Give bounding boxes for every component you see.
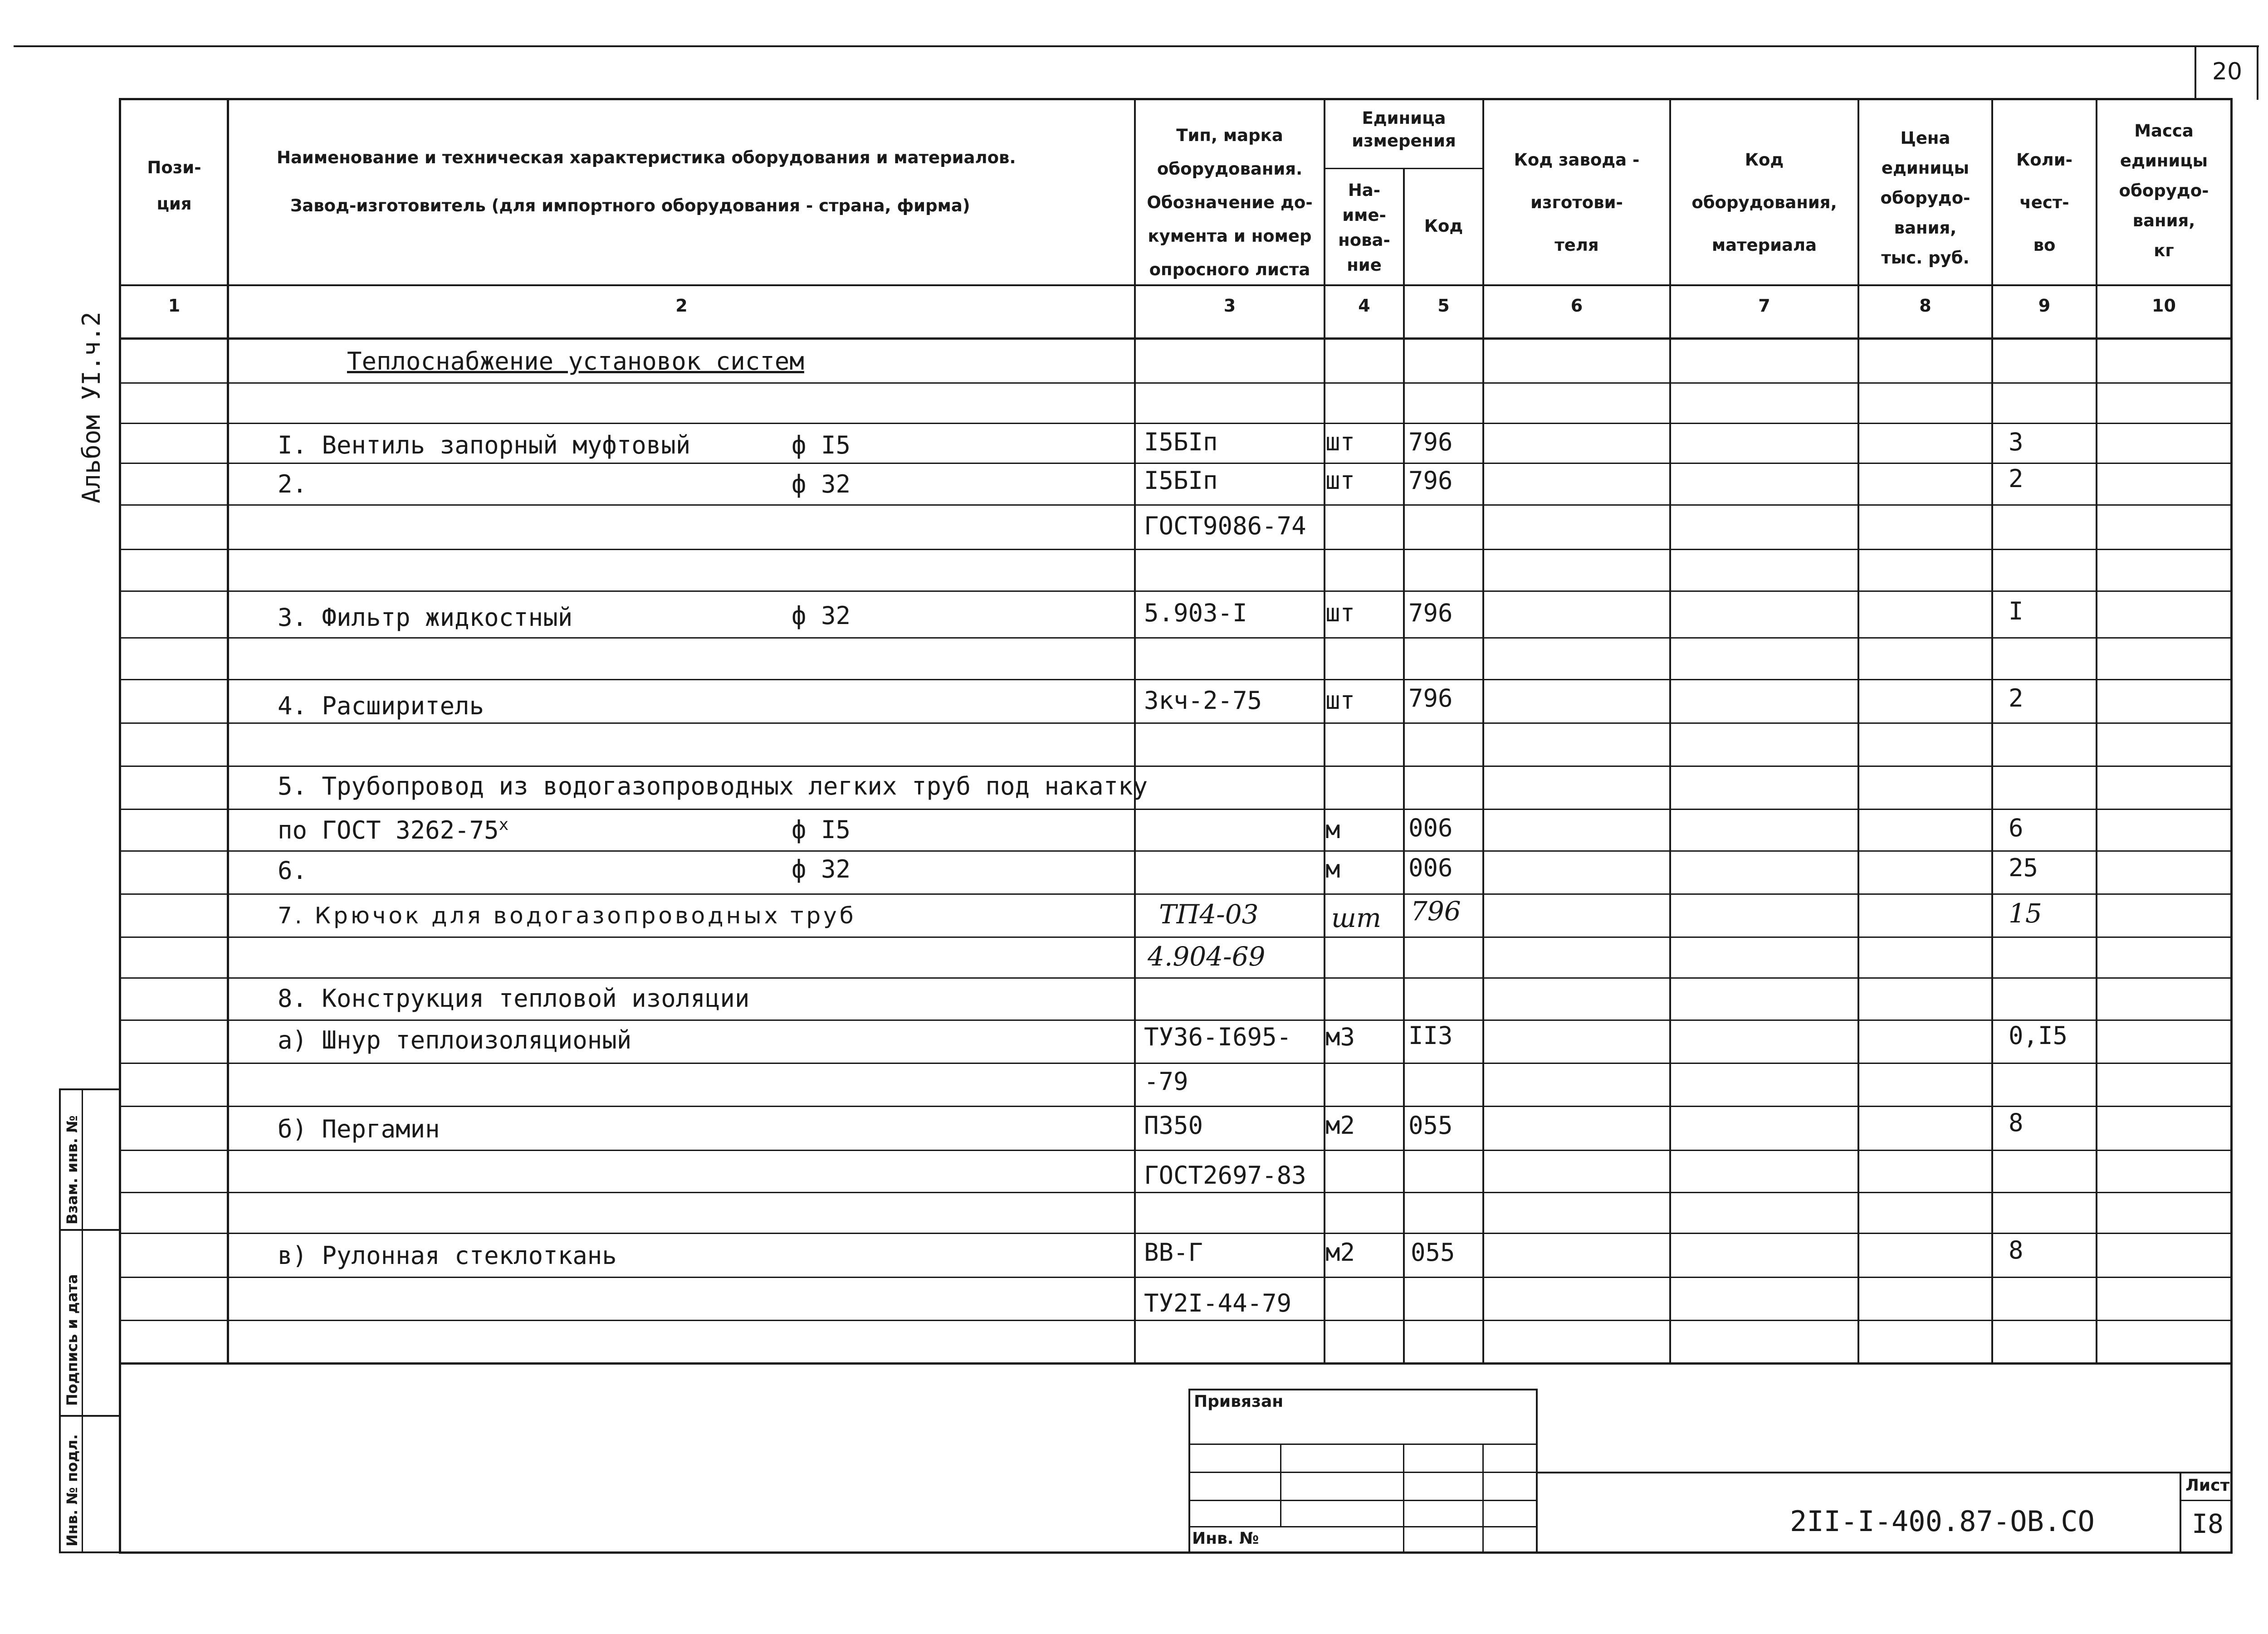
row-divider — [119, 463, 2233, 464]
item-qty: 8 — [2009, 1108, 2024, 1137]
col-line-3 — [1324, 98, 1325, 1363]
item-code: II3 — [1408, 1021, 1453, 1050]
item-name: б) Пергамин — [278, 1115, 440, 1143]
frame-top — [119, 98, 2233, 100]
item-qty: 25 — [2009, 854, 2038, 882]
item-code: 055 — [1408, 1111, 1453, 1140]
item-qty: 2 — [2009, 684, 2024, 712]
colnum-9: 9 — [2038, 296, 2051, 316]
item-type: 5.903-I — [1144, 599, 1247, 627]
row-divider — [119, 977, 2233, 979]
page-number: 20 — [2212, 58, 2243, 85]
item-type: I5БIп — [1144, 466, 1218, 495]
row-divider — [119, 549, 2233, 550]
row-divider — [119, 1320, 2233, 1321]
page-number-box-left — [2195, 45, 2196, 100]
item-code: 796 — [1411, 896, 1461, 927]
stamp-row-3 — [1188, 1500, 1538, 1501]
item-type: Зкч-2-75 — [1144, 686, 1262, 715]
item-name-text: по ГОСТ 3262-75 — [278, 816, 499, 844]
colnum-10: 10 — [2152, 296, 2176, 316]
sheet-number: I8 — [2192, 1508, 2224, 1539]
item-dimension: ф I5 — [792, 815, 851, 844]
row-divider — [119, 382, 2233, 384]
item-dimension: ф I5 — [792, 431, 851, 459]
row-divider — [119, 809, 2233, 810]
side-stamp-outer-left — [59, 1088, 61, 1553]
item-code: 796 — [1408, 466, 1453, 495]
item-unit: шт — [1325, 599, 1355, 627]
stamp-inv-no: Инв. № — [1192, 1529, 1259, 1548]
stamp-row-4 — [1188, 1526, 1538, 1527]
item-dimension: ф 32 — [792, 855, 851, 883]
header-col10: Масса единицы оборудо- вания, кг — [2119, 121, 2209, 260]
col-line-7 — [1857, 98, 1859, 1363]
header-col2-line1: Наименование и техническая характеристика оборудования и материалов. — [277, 148, 1016, 167]
item-type: ВВ-Г — [1144, 1238, 1203, 1267]
item-name: 5. Трубопровод из водогазопроводных легких труб под накатку — [278, 772, 1148, 800]
row-divider — [119, 766, 2233, 767]
item-qty: 6 — [2009, 814, 2024, 842]
colnum-2: 2 — [675, 296, 688, 316]
side-stamp-inv: Инв. № подл. — [64, 1434, 81, 1546]
row-divider — [119, 893, 2233, 895]
item-name: 7. Крючок для водогазопроводных труб — [278, 902, 856, 929]
item-code: 006 — [1408, 854, 1453, 882]
sheet-box-left — [2180, 1472, 2181, 1553]
frame-right — [2230, 98, 2233, 1554]
item-unit: шт — [1325, 428, 1355, 456]
item-qty: 8 — [2009, 1236, 2024, 1264]
page-number-box-right — [2257, 45, 2258, 100]
title-block-top — [1536, 1472, 2233, 1473]
item-dimension: ф 32 — [792, 601, 851, 630]
item-code: 796 — [1408, 684, 1453, 712]
item-qty: 2 — [2009, 464, 2024, 493]
item-code: 055 — [1411, 1238, 1455, 1267]
row-divider — [119, 679, 2233, 680]
header-col8: Цена единицы оборудо- вания, тыс. руб. — [1880, 128, 1970, 268]
colnum-6: 6 — [1570, 296, 1583, 316]
row-divider — [119, 504, 2233, 506]
col-line-9 — [2096, 98, 2097, 1363]
side-stamp-vzam: Взам. инв. № — [64, 1115, 81, 1224]
item-unit: м3 — [1325, 1023, 1355, 1051]
item-qty: 15 — [2009, 898, 2042, 929]
header-col6: Код завода - изготови- теля — [1514, 150, 1640, 255]
sheet-box-split — [2180, 1500, 2233, 1501]
col-line-2 — [1134, 98, 1136, 1363]
colnum-8: 8 — [1919, 296, 1931, 316]
row-divider — [119, 1019, 2233, 1021]
doc-code: 2II-I-400.87-ОВ.СО — [1790, 1505, 2095, 1538]
stamp-row-1 — [1188, 1444, 1538, 1445]
stamp-col-1 — [1280, 1444, 1281, 1526]
item-code: 796 — [1408, 428, 1453, 456]
item-type: -79 — [1144, 1067, 1188, 1096]
item-type: I5БIп — [1144, 428, 1218, 456]
row-divider — [119, 1233, 2233, 1234]
col-line-1 — [227, 98, 229, 1363]
colnum-4: 4 — [1358, 296, 1370, 316]
header-col45: Единица измерения — [1352, 108, 1456, 151]
item-type: ГОСТ2697-83 — [1144, 1161, 1306, 1190]
item-qty: 3 — [2009, 428, 2024, 456]
unit-header-split — [1324, 168, 1482, 169]
side-stamp-sep1 — [59, 1229, 120, 1231]
stamp-col-2 — [1403, 1444, 1404, 1552]
stamp-col-3 — [1482, 1444, 1484, 1552]
col-line-6 — [1669, 98, 1671, 1363]
item-unit: шт — [1325, 466, 1355, 495]
row-divider — [119, 1192, 2233, 1193]
side-stamp-sep2 — [59, 1415, 120, 1417]
item-type: ТУ2I-44-79 — [1144, 1289, 1292, 1317]
row-divider — [119, 423, 2233, 424]
colnum-bottom — [119, 337, 2233, 340]
row-divider — [119, 590, 2233, 592]
item-unit: м — [1325, 815, 1340, 844]
item-qty: 0,I5 — [2009, 1021, 2068, 1050]
item-type: ТУ36-I695- — [1144, 1023, 1292, 1051]
side-stamp-podpis: Подпись и дата — [64, 1274, 81, 1406]
stamp-privyazan-box-top — [1188, 1389, 1538, 1390]
section-title: Теплоснабжение установок систем — [347, 347, 804, 376]
album-label: Альбом УI.ч.2 — [77, 312, 106, 503]
item-unit: м — [1325, 855, 1340, 883]
side-stamp-divider — [82, 1088, 83, 1553]
header-col2-line2: Завод-изготовитель (для импортного оборудования - страна, фирма) — [290, 196, 970, 215]
item-name: 8. Конструкция тепловой изоляции — [278, 984, 750, 1013]
item-type: ГОСТ9086-74 — [1144, 512, 1306, 540]
frame-left — [119, 98, 121, 1554]
header-col5: Код — [1424, 216, 1463, 236]
frame-bottom — [119, 1551, 2233, 1554]
row-divider — [119, 937, 2233, 938]
table-body-bottom — [119, 1362, 2233, 1365]
item-name-sup: x — [499, 815, 509, 834]
item-name: 3. Фильтр жидкостный — [278, 603, 573, 632]
row-divider — [119, 850, 2233, 852]
item-name: а) Шнур теплоизоляционый — [278, 1026, 632, 1054]
item-type: П350 — [1144, 1111, 1203, 1140]
colnum-7: 7 — [1758, 296, 1770, 316]
row-divider — [119, 1063, 2233, 1064]
stamp-privyazan-box-right — [1536, 1389, 1538, 1553]
col-line-8 — [1991, 98, 1993, 1363]
header-col4: На- име- нова- ние — [1338, 180, 1390, 275]
row-divider — [119, 1277, 2233, 1278]
stamp-row-2 — [1188, 1472, 1538, 1473]
row-divider — [119, 637, 2233, 639]
item-unit: шт — [1325, 686, 1355, 715]
header-col3: Тип, марка оборудования. Обозначение до- кумента и номер опросного листа — [1147, 126, 1313, 279]
colnum-3: 3 — [1223, 296, 1236, 316]
row-divider — [119, 1150, 2233, 1151]
item-qty: I — [2009, 597, 2024, 625]
colnum-1: 1 — [168, 296, 181, 316]
item-name: 2. — [278, 470, 308, 498]
item-dimension: ф 32 — [792, 470, 851, 498]
item-unit: м2 — [1325, 1238, 1355, 1267]
item-name: 6. — [278, 856, 308, 885]
item-name: 4. Расширитель — [278, 692, 484, 720]
col-line-5 — [1482, 98, 1484, 1363]
item-unit: м2 — [1325, 1111, 1355, 1140]
top-border — [14, 45, 2259, 47]
item-unit: шт — [1331, 902, 1381, 933]
header-col1: Пози- ция — [147, 158, 201, 214]
item-name — [278, 815, 508, 844]
item-name: I. Вентиль запорный муфтовый — [278, 431, 691, 459]
item-type: ТП4-03 — [1159, 899, 1259, 930]
row-divider — [119, 1106, 2233, 1107]
header-col9: Коли- чест- во — [2016, 150, 2073, 255]
stamp-privyazan-box-left — [1188, 1389, 1190, 1553]
item-name: в) Рулонная стеклоткань — [278, 1241, 617, 1270]
header-col7: Код оборудования, материала — [1691, 150, 1837, 255]
item-type: 4.904-69 — [1148, 941, 1266, 972]
stamp-privyazan: Привязан — [1194, 1392, 1284, 1411]
side-stamp-bottom — [59, 1551, 120, 1553]
item-code: 006 — [1408, 814, 1453, 842]
side-stamp-top — [59, 1088, 120, 1090]
sheet-label: Лист — [2185, 1476, 2230, 1495]
colnum-5: 5 — [1437, 296, 1450, 316]
row-divider — [119, 722, 2233, 724]
item-code: 796 — [1408, 599, 1453, 627]
